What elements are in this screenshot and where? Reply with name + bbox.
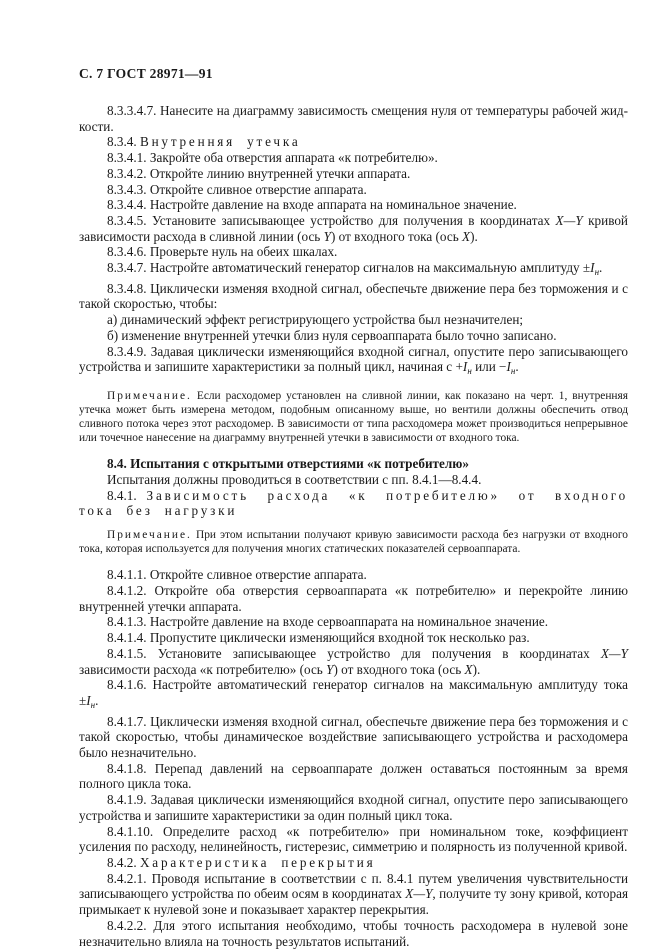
text-run-i: I xyxy=(462,359,468,375)
para-8.4.1.8: 8.4.1.8. Перепад давлений на сервоаппарате должен оставаться постоянным за время полного цикла тока. xyxy=(79,760,628,792)
text-run-sub: н xyxy=(510,366,516,377)
para-8.3.4.3: 8.3.4.3. Откройте сливное отверстие аппарата. xyxy=(107,181,367,197)
para-8.4.1.9: 8.4.1.9. Задавая циклически изменяющийся входной сигнал, опустите перо записывающего устройства и запишите характеристики за один полный цикл тока. xyxy=(79,792,628,823)
text-run-i: X—Y xyxy=(555,212,583,228)
para-8.4.1.4: 8.4.1.4. Пропустите циклически изменяющийся входной ток несколько раз. xyxy=(107,630,530,646)
para-8.3.4.6: 8.3.4.6. Проверьте нуль на обеих шкалах. xyxy=(107,244,338,260)
note-1: Примечание. Если расходомер установлен на сливной линии, как показано на черт. 1, внутренняя утечка может быть измерена методом, подобным описанному выше, но вентили должны обеспечить отвод сливного потока через этот расходомер. В зависимости от типа расходомера может производиться непрерывное или точечное нанесение на диаграмму внутренней утечки в зависимости от входного тока. xyxy=(79,389,628,445)
text-run-i: I xyxy=(590,260,595,276)
para-8.3.4.9: 8.3.4.9. Задавая циклически изменяющийся входной сигнал, опустите перо записывающего устройства и запишите характеристики за полный цикл, начиная $с +I_н$ или $-I_н$. xyxy=(79,343,628,377)
para-8.4.2.1: 8.4.2.1. Проводя испытание в соответствии с п. 8.4.1 путем увеличения чувствительности записывающего устройства по обеим осям в координатах X—Y, получите ту зону кривой, которая примыкает к нулевой зоне и показывает характер перекрытия. xyxy=(79,870,629,918)
text-run-i: Y xyxy=(326,661,334,677)
para-8.3.4.4: 8.3.4.4. Настройте давление на входе аппарата на номинальное значение. xyxy=(107,197,517,213)
text-run-i: X xyxy=(464,661,473,677)
text-run-sub: н xyxy=(594,267,600,278)
heading-8.4: 8.4. Испытания с открытыми отверстиями «к потребителю» xyxy=(107,456,469,472)
heading-8.4.1: 8.4.1. Зависимость расхода «к потребителю» от входного тока без нагрузки xyxy=(79,487,629,519)
list-item-a: а) динамический эффект регистрирующего устройства был незначителен; xyxy=(107,312,524,328)
para-8.4.1.3: 8.4.1.3. Настройте давление на входе сервоаппарата на номинальное значение. xyxy=(107,614,549,630)
text-run-i: X xyxy=(462,228,471,244)
text-run-spaced: Зависимость расхода «к потребителю» от входного тока без нагрузки xyxy=(79,487,629,519)
para-8.3.4.1: 8.3.4.1. Закройте оба отверстия аппарата «к потребителю». xyxy=(107,150,438,166)
text-run-i: Y xyxy=(323,228,331,244)
text-run-spaced: Примечание. xyxy=(107,389,192,402)
para-8.4.1.6: 8.4.1.6. Настройте автоматический генератор сигналов на максимальную амплитуду тока $\pm I_н$. xyxy=(79,677,628,710)
text-run-i: I xyxy=(86,692,91,708)
document-body xyxy=(79,103,628,949)
para-8.3.4.5: 8.3.4.5. Установите записывающее устройство для получения в координатах X—Y кривой зависимости расхода в сливной линии (ось Y) от входного тока (ось X). xyxy=(79,212,628,244)
para-8.4.1.2: 8.4.1.2. Откройте оба отверстия сервоаппарата «к потребителю» и перекройте линию внутренней утечки аппарата. xyxy=(79,583,628,614)
text-run-i: I xyxy=(506,359,511,375)
text-run-spaced: Характеристика перекрытия xyxy=(139,854,376,870)
para-8.4.2.2: 8.4.2.2. Для этого испытания необходимо, чтобы точность расходомера в нулевой зоне незначительно влияла на точность результатов испытаний. xyxy=(79,917,628,949)
para-8.4.1.7: 8.4.1.7. Циклически изменяя входной сигнал, обеспечьте движение пера без торможения и с такой скоростью, чтобы динамическое воздействие записывающего устройства и расходомера было незначительно. xyxy=(79,713,628,761)
list-item-b: б) изменение внутренней утечки близ нуля сервоаппарата было точно записано. xyxy=(107,327,557,343)
para-8.3.4.8: 8.3.4.8. Циклически изменяя входной сигнал, обеспечьте движение пера без торможения и с такой скоростью, чтобы: xyxy=(79,280,628,312)
para-8.4.1.10: 8.4.1.10. Определите расход «к потребителю» при номинальном токе, коэффициент усиления по расходу, нелинейность, гистерезис, симметрию и полярность из полученной кривой. xyxy=(79,823,628,855)
para-8.3.4.2: 8.3.4.2. Откройте линию внутренней утечки аппарата. xyxy=(107,165,411,181)
heading-8.3.4: 8.3.4. Внутренняя утечка xyxy=(107,134,301,150)
para-8.4-intro: Испытания должны проводиться в соответствии с пп. 8.4.1—8.4.4. xyxy=(107,472,482,488)
page-header: С. 7 ГОСТ 28971—91 xyxy=(79,66,213,81)
para-8.3.3.4.7: 8.3.3.4.7. Нанесите на диаграмму зависимость смещения нуля от температуры рабочей жидкости. xyxy=(79,103,628,134)
heading-8.4.2: 8.4.2. Характеристика перекрытия xyxy=(107,854,376,870)
para-8.4.1.5: 8.4.1.5. Установите записывающее устройство для получения в координатах X—Y зависимости расхода «к потребителю» (ось Y) от входного тока (ось X). xyxy=(79,645,628,677)
text-run-i: X—Y xyxy=(600,645,628,661)
text-run-sub: н xyxy=(467,366,472,377)
text-run-spaced: Внутренняя утечка xyxy=(139,134,301,150)
note-2: Примечание. При этом испытании получают кривую зависимости расхода без нагрузки от входного тока, которая используется для получения многих статических показателей сервоаппарата. xyxy=(79,529,628,556)
text-run-i: X—Y xyxy=(405,886,433,902)
text-run-spaced: Примечание. xyxy=(107,529,192,542)
para-8.4.1.1: 8.4.1.1. Откройте сливное отверстие аппарата. xyxy=(107,567,367,583)
para-8.3.4.7: 8.3.4.7. Настройте автоматический генератор сигналов на максимальную амплитуду $\pm I_н$. xyxy=(107,260,603,278)
text-run-sub: н xyxy=(90,699,96,710)
